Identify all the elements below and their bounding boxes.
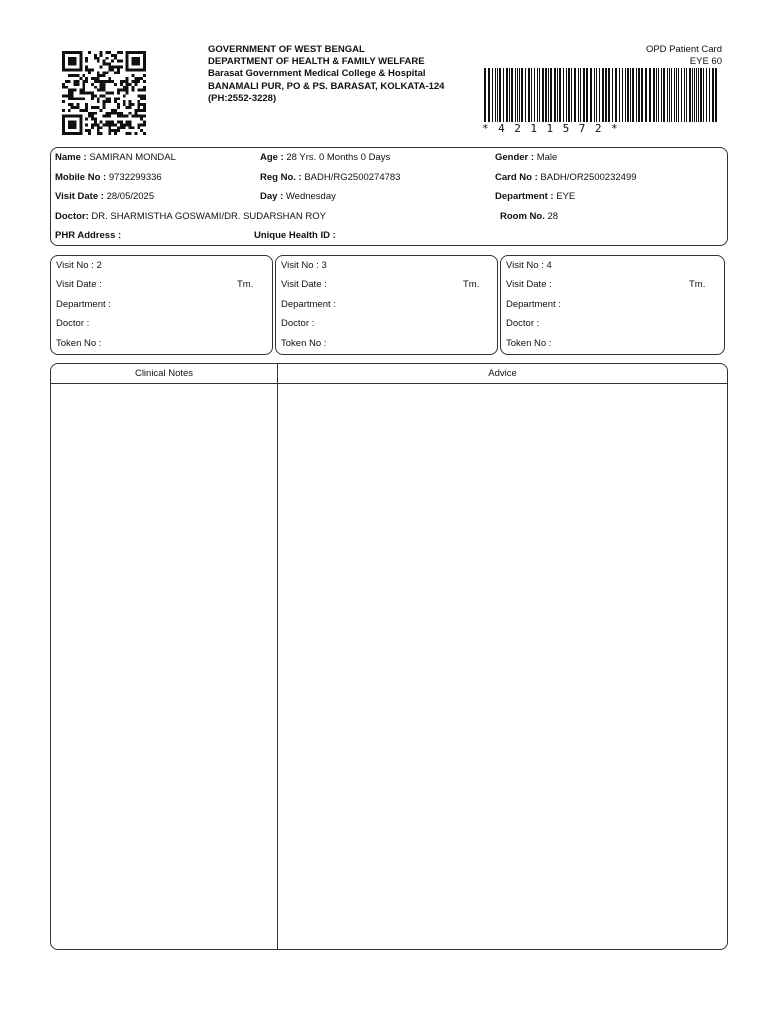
visit-date-label: Visit Date : <box>281 279 327 290</box>
card-type-code: EYE 60 <box>689 56 722 68</box>
visit-date-field <box>55 191 154 202</box>
header-divider <box>51 383 727 384</box>
day-value: Wednesday <box>285 191 336 202</box>
mobile-field <box>55 172 162 183</box>
mobile-label: Mobile No : <box>55 172 107 183</box>
reg-label: Reg No. : <box>260 172 302 183</box>
visit-no-field <box>56 260 102 271</box>
visit-department-label: Department : <box>281 299 336 310</box>
day-field <box>260 191 336 202</box>
barcode-text: *4211572* <box>482 122 628 135</box>
patient-info-box <box>50 147 728 246</box>
visit-date-label: Visit Date : <box>55 191 104 202</box>
visit-no-label: Visit No : <box>281 260 319 271</box>
header-line-5: (PH:2552-3228) <box>208 92 277 104</box>
visit-box-3 <box>275 255 498 355</box>
doctor-label: Doctor: <box>55 211 89 222</box>
visit-token-label: Token No : <box>506 338 552 349</box>
gender-label: Gender : <box>495 152 535 163</box>
room-label: Room No. <box>500 211 545 222</box>
name-label: Name : <box>55 152 87 163</box>
advice-heading: Advice <box>488 368 517 379</box>
card-type <box>646 44 722 68</box>
visit-time-label: Tm. <box>689 279 706 290</box>
department-label: Department : <box>495 191 554 202</box>
header-line-3: Barasat Government Medical College & Hospital <box>208 68 426 80</box>
qr-code <box>62 51 146 135</box>
room-field <box>500 211 558 222</box>
visit-time-label: Tm. <box>237 279 254 290</box>
header-line-4: BANAMALI PUR, PO & PS. BARASAT, KOLKATA-124 <box>208 80 445 92</box>
doctor-value: DR. SHARMISTHA GOSWAMI/DR. SUDARSHAN ROY <box>91 211 326 222</box>
visit-no-field <box>506 260 552 271</box>
visit-date-value: 28/05/2025 <box>106 191 155 202</box>
card-type-title: OPD Patient Card <box>645 44 722 55</box>
card-no-value: BADH/OR2500232499 <box>540 172 637 183</box>
visit-no-label: Visit No : <box>506 260 544 271</box>
reg-value: BADH/RG2500274783 <box>304 172 401 183</box>
room-value: 28 <box>547 211 559 222</box>
visit-token-label: Token No : <box>281 338 327 349</box>
visit-box-2 <box>50 255 273 355</box>
visit-date-label: Visit Date : <box>506 279 552 290</box>
visit-no-value: 2 <box>96 260 102 271</box>
card-no-field <box>495 172 637 183</box>
visit-box-4 <box>500 255 725 355</box>
gender-value: Male <box>536 152 558 163</box>
barcode-bars <box>484 68 717 122</box>
visit-department-label: Department : <box>506 299 561 310</box>
age-value: 28 Yrs. 0 Months 0 Days <box>286 152 391 163</box>
visit-doctor-label: Doctor : <box>506 318 540 329</box>
hospital-header <box>208 44 444 105</box>
clinical-notes-heading: Clinical Notes <box>134 368 194 379</box>
visit-no-value: 3 <box>321 260 327 271</box>
notes-table <box>50 363 728 950</box>
visit-no-value: 4 <box>546 260 552 271</box>
phr-field <box>55 230 121 241</box>
visit-time-label: Tm. <box>463 279 480 290</box>
doctor-field <box>55 211 326 222</box>
visit-date-label: Visit Date : <box>56 279 102 290</box>
visit-no-label: Visit No : <box>56 260 94 271</box>
visit-doctor-label: Doctor : <box>56 318 90 329</box>
reg-field <box>260 172 400 183</box>
gender-field <box>495 152 557 163</box>
mobile-value: 9732299336 <box>108 172 162 183</box>
visit-doctor-label: Doctor : <box>281 318 315 329</box>
department-value: EYE <box>556 191 576 202</box>
age-field <box>260 152 390 163</box>
header-line-2: DEPARTMENT OF HEALTH & FAMILY WELFARE <box>208 56 425 68</box>
visit-no-field <box>281 260 327 271</box>
barcode <box>482 68 722 122</box>
uhid-label: Unique Health ID : <box>254 230 336 241</box>
visit-token-label: Token No : <box>56 338 102 349</box>
name-value: SAMIRAN MONDAL <box>89 152 176 163</box>
phr-label: PHR Address : <box>55 230 122 241</box>
age-label: Age : <box>260 152 284 163</box>
card-no-label: Card No : <box>495 172 538 183</box>
name-field <box>55 152 176 163</box>
header-line-1: GOVERNMENT OF WEST BENGAL <box>208 44 365 55</box>
uhid-field <box>254 230 336 241</box>
department-field <box>495 191 575 202</box>
visit-department-label: Department : <box>56 299 111 310</box>
column-divider <box>277 364 278 949</box>
day-label: Day : <box>260 191 284 202</box>
